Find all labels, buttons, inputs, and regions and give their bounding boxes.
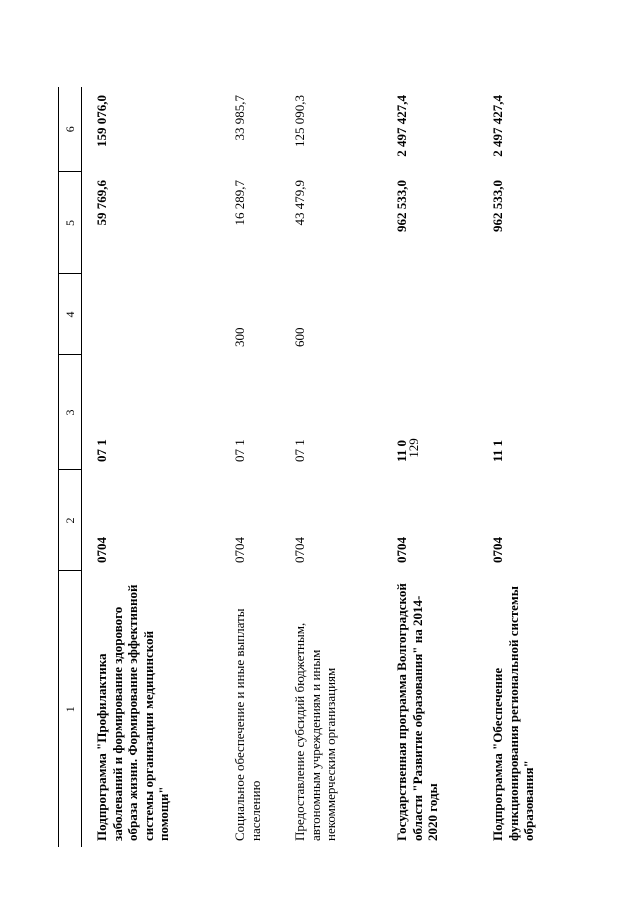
row-name: Государственная программа Волгоградской области "Развитие образования" на 2014-2020 годы [394,583,441,841]
row-sum-5: 59 769,6 [94,180,109,226]
page-number: 129 [405,438,421,458]
row-name: Подпрограмма "Профилактика заболеваний и формирование здорового образа жизни. Формирование эффективной системы организации медицинской помощи" [94,584,172,841]
table-row [220,87,280,847]
row-type [82,274,221,355]
row-name: Подпрограмма "Обеспечение функционирования региональной системы образования" [490,586,537,841]
table-row [82,87,221,847]
row-type [478,274,568,355]
row-sum-5: 43 479,9 [292,180,307,226]
row-name: Социальное обеспечение и иные выплаты населению [232,608,263,841]
row-section: 0704 [490,537,505,563]
header-col-5: 5 [59,172,82,274]
header-row [59,87,82,847]
row-sum-6: 125 090,3 [292,95,307,147]
budget-table-frame [58,87,573,847]
row-sum-6: 2 497 427,4 [490,95,505,157]
row-sum-5: 962 533,0 [394,180,409,232]
table-row [280,87,382,847]
row-target: 07 1 [94,439,109,462]
row-type: 600 [292,327,307,347]
row-sum-5: 962 533,0 [490,180,505,232]
header-col-4: 4 [59,274,82,355]
row-sum-6: 2 497 427,4 [394,95,409,157]
row-sum-6: 159 076,0 [94,95,109,147]
row-section: 0704 [94,537,109,563]
table-row [382,87,478,847]
table-row [478,87,568,847]
header-col-3: 3 [59,355,82,470]
header-col-1: 1 [59,571,82,847]
row-sum-5: 16 289,7 [232,180,247,226]
row-target: 07 1 [232,439,247,462]
row-target: 11 0 [394,439,409,462]
row-target: 07 1 [292,439,307,462]
row-section: 0704 [292,537,307,563]
header-col-2: 2 [59,470,82,571]
row-type: 300 [232,327,247,347]
row-name: Предоставление субсидий бюджетным, автономным учреждениям и иным некоммерческим организациям [292,622,339,841]
table-body [82,87,569,847]
row-type [382,274,478,355]
header-col-6: 6 [59,87,82,172]
row-section: 0704 [232,537,247,563]
row-section: 0704 [394,537,409,563]
table-header [59,87,82,847]
row-target: 11 1 [490,439,505,462]
budget-table [58,87,568,847]
row-sum-6: 33 985,7 [232,95,247,141]
